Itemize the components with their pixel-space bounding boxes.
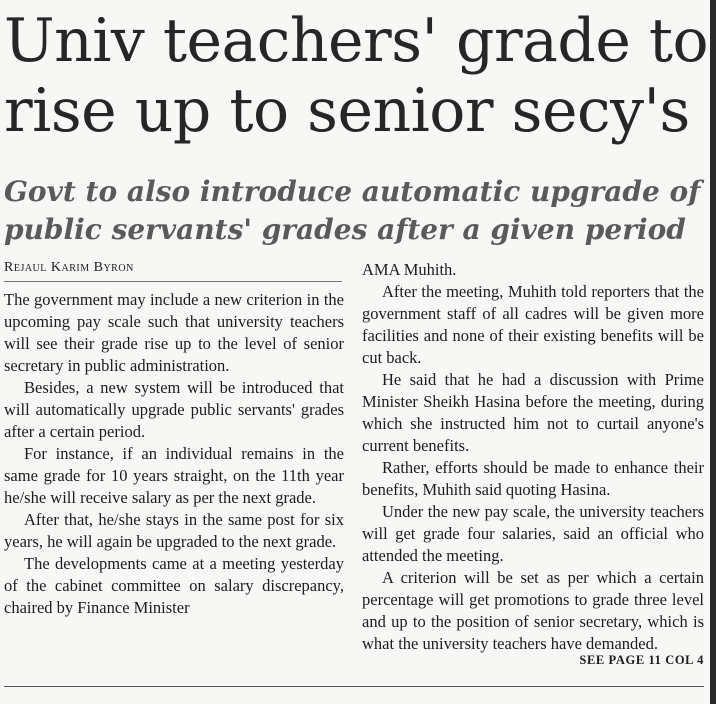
paragraph: For instance, if an individual remains in the same grade for 10 years straight, on the 11th year he/she will receive salary as per the next grade. (4, 444, 344, 507)
paragraph: The government may include a new criterion in the upcoming pay scale such that university teachers will see their grade rise up to the level of senior secretary in public administration. (4, 290, 344, 375)
paragraph: After that, he/she stays in the same post for six years, he will again be upgraded to the next grade. (4, 510, 344, 551)
paragraph: The developments came at a meeting yesterday of the cabinet committee on salary discrepancy, chaired by Finance Minister (4, 554, 344, 617)
byline: Rejaul Karim Byron (4, 260, 134, 275)
subheadline-line-1: Govt to also introduce automatic upgrade of (4, 175, 701, 208)
paragraph: Besides, a new system will be introduced that will automatically upgrade public servants' grades after a certain period. (4, 378, 344, 441)
paragraph: Rather, efforts should be made to enhance their benefits, Muhith said quoting Hasina. (362, 458, 704, 499)
article-column-left (4, 289, 344, 619)
paragraph: Under the new pay scale, the university teachers will get grade four salaries, said an official who attended the meeting. (362, 502, 704, 565)
subheadline-line-2: public servants' grades after a given period (4, 213, 686, 246)
continued-jump-line: SEE PAGE 11 COL 4 (579, 653, 704, 667)
paragraph: A criterion will be set as per which a certain percentage will get promotions to grade three level and up to the position of senior secretary, which is what the university teachers have demanded. (362, 568, 704, 653)
paragraph: After the meeting, Muhith told reporters that the government staff of all cadres will be given more facilities and none of their existing benefits will be cut back. (362, 282, 704, 367)
paragraph: He said that he had a discussion with Prime Minister Sheikh Hasina before the meeting, during which she instructed him not to curtail anyone's current benefits. (362, 370, 704, 455)
page-edge-border (710, 0, 716, 704)
byline-divider (4, 281, 342, 282)
paragraph: AMA Muhith. (362, 260, 457, 279)
headline-line-2: rise up to senior secy's (4, 76, 690, 146)
bottom-divider (4, 686, 704, 687)
headline (4, 6, 709, 146)
headline-line-1: Univ teachers' grade to (4, 6, 709, 76)
subheadline (4, 173, 704, 249)
article-column-right (362, 259, 704, 655)
